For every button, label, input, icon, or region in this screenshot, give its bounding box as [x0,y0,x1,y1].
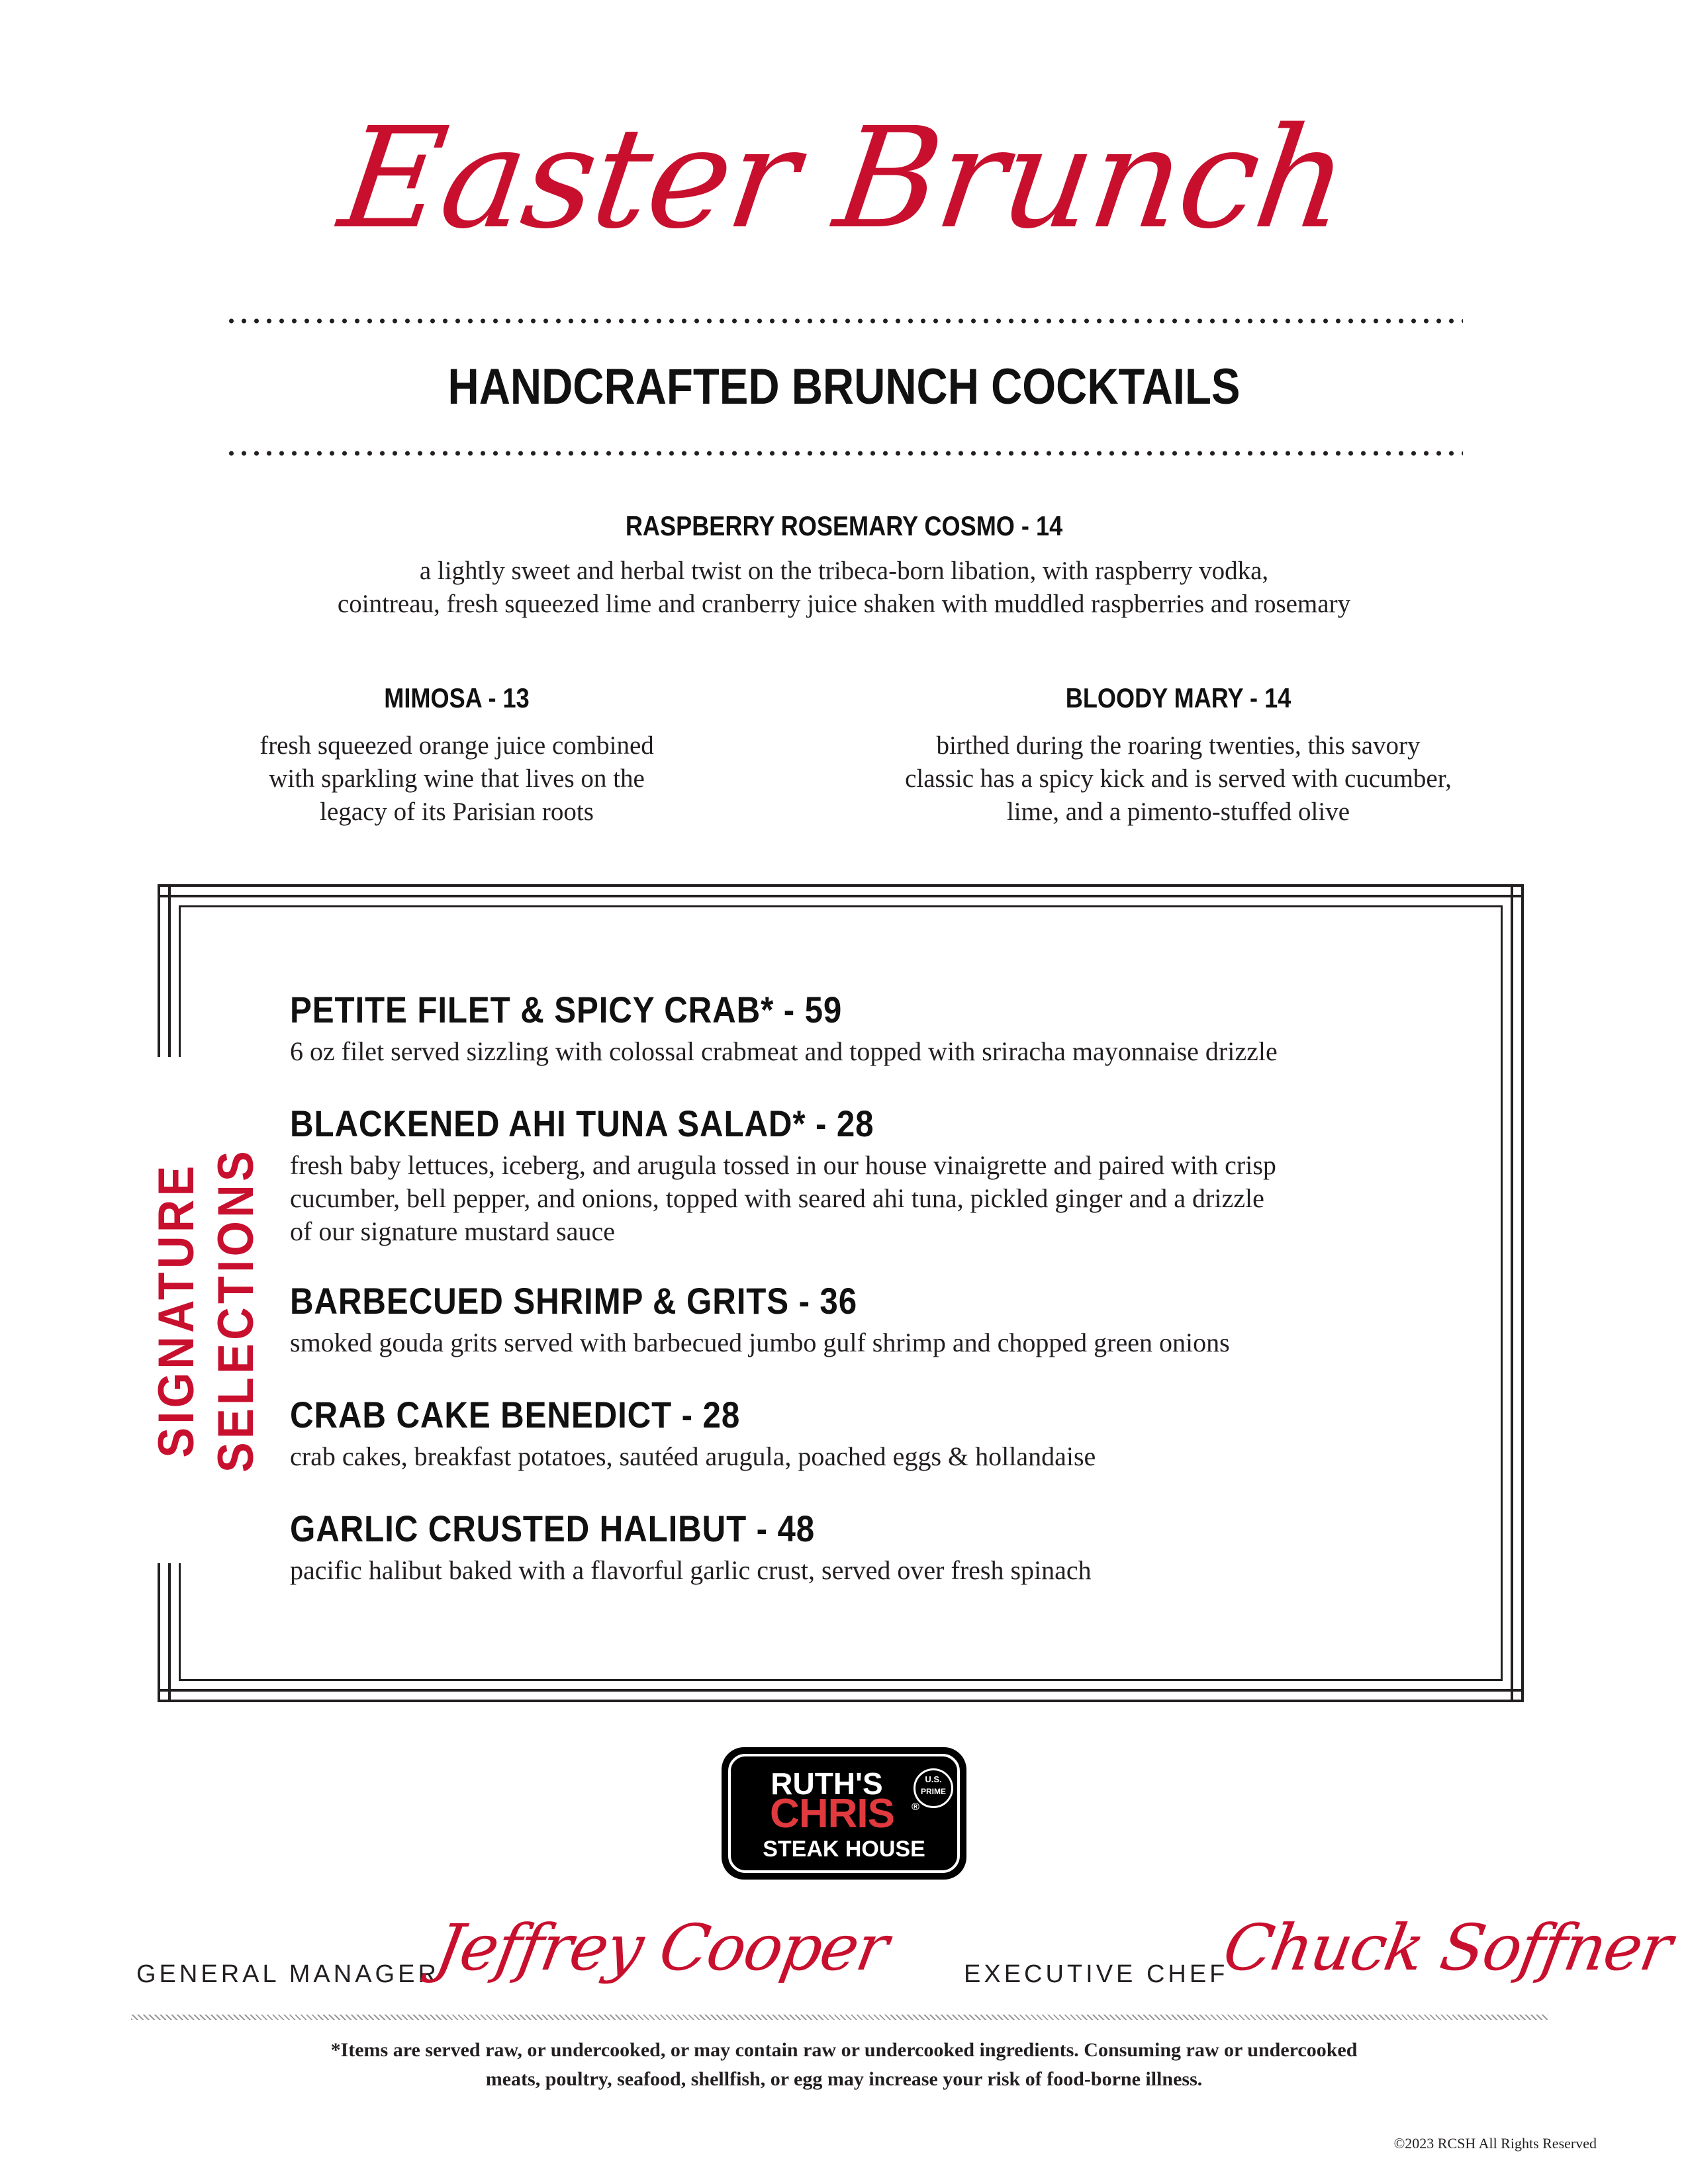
menu-title: Easter Brunch [331,97,1357,259]
disclaimer-line: *Items are served raw, or undercooked, or may contain raw or undercooked ingredients. Consuming raw or undercooked [330,2039,1358,2061]
badge-top-text: U.S. [925,1774,942,1784]
cocktails-section-title: HANDCRAFTED BRUNCH COCKTAILS [447,359,1241,415]
signature-item-name: CRAB CAKE BENEDICT - 28 [290,1394,741,1435]
signature-item-name: PETITE FILET & SPICY CRAB* - 59 [290,989,843,1030]
executive-chef-label: EXECUTIVE CHEF [964,1960,1229,1988]
cocktail-description-line: a lightly sweet and herbal twist on the tribeca-born libation, with raspberry vodka, [419,557,1269,585]
logo-registered-mark: ® [912,1801,919,1813]
executive-chef-signature: Chuck Soffner [1218,1911,1677,1985]
cocktail-left [192,682,722,829]
signature-item-description: pacific halibut baked with a flavorful garlic crust, served over fresh spinach [290,1555,1092,1585]
cocktail-description-line: birthed during the roaring twenties, this savory [936,731,1421,760]
frame-rule-top [158,895,1524,897]
badge-bottom-text: PRIME [920,1787,946,1796]
signature-item-description: cucumber, bell pepper, and onions, topped with seared ahi tuna, pickled ginger and a drizzle [290,1183,1264,1213]
signature-item-description: smoked gouda grits served with barbecued jumbo gulf shrimp and chopped green onions [290,1328,1230,1357]
signature-item-description: crab cakes, breakfast potatoes, sautéed arugula, poached eggs & hollandaise [290,1441,1096,1471]
general-manager-label: GENERAL MANAGER [136,1960,440,1988]
cocktail-description-line: classic has a spicy kick and is served with cucumber, [905,764,1452,793]
signature-item [290,989,1429,1068]
cocktail-description-line: fresh squeezed orange juice combined [259,731,654,760]
logo-line2: CHRIS [770,1791,894,1837]
cocktail-description-line: lime, and a pimento-stuffed olive [1006,797,1350,826]
cocktail-description-line: cointreau, fresh squeezed lime and cranberry juice shaken with muddled raspberries and rosemary [337,590,1351,618]
cocktail-name: RASPBERRY ROSEMARY COSMO - 14 [625,510,1063,541]
signature-item [290,1103,1429,1248]
signature-selections-label: SIGNATURE SELECTIONS [147,1057,207,1563]
dotted-divider-bottom [225,450,1463,457]
logo-line1: RUTH'S [771,1766,883,1801]
cocktail-description-line: with sparkling wine that lives on the [269,764,645,793]
usda-prime-badge [914,1768,953,1808]
signature-item-name: GARLIC CRUSTED HALIBUT - 48 [290,1508,816,1549]
signature-item-description: of our signature mustard sauce [290,1216,615,1246]
ruths-chris-logo [722,1747,966,1880]
cocktail-featured [0,510,1688,621]
frame-rule-right [1511,884,1513,1702]
signature-item [290,1280,1429,1359]
disclaimer-line: meats, poultry, seafood, shellfish, or egg may increase your risk of food-borne illness. [485,2068,1203,2090]
frame-rule-bottom [158,1689,1524,1692]
signature-item-description: 6 oz filet served sizzling with colossal crabmeat and topped with sriracha mayonnaise drizzle [290,1036,1278,1066]
copyright-notice: ©2023 RCSH All Rights Reserved [1393,2135,1597,2152]
signature-item-name: BARBECUED SHRIMP & GRITS - 36 [290,1280,858,1322]
food-safety-disclaimer [0,2036,1688,2094]
general-manager-signature: Jeffrey Cooper [430,1911,893,1985]
logo-line3: STEAK HOUSE [763,1837,925,1862]
signature-item [290,1394,1429,1473]
cocktail-right [847,682,1509,829]
signature-item-name: BLACKENED AHI TUNA SALAD* - 28 [290,1103,874,1144]
footer-divider [131,2015,1548,2020]
cocktail-name: MIMOSA - 13 [384,682,530,713]
signature-item-description: fresh baby lettuces, iceberg, and arugula tossed in our house vinaigrette and paired with crisp [290,1150,1276,1180]
cocktail-description-line: legacy of its Parisian roots [320,797,594,826]
dotted-divider-top [225,318,1463,324]
cocktail-name: BLOODY MARY - 14 [1065,682,1291,713]
signature-item [290,1508,1429,1587]
